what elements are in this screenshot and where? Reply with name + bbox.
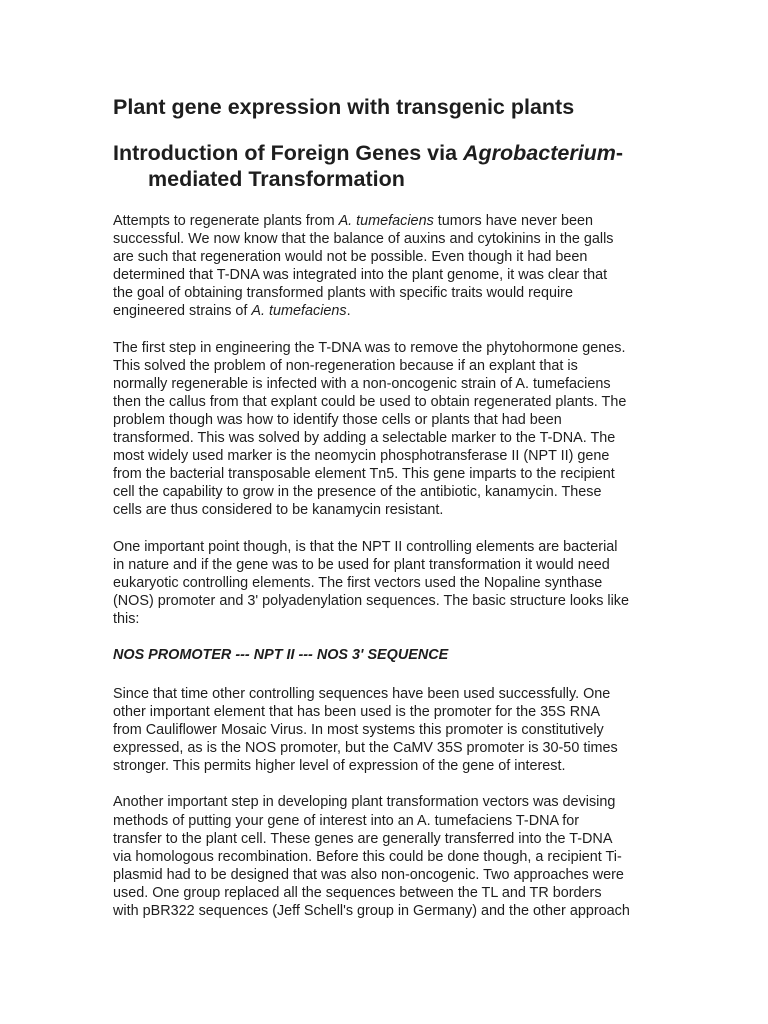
paragraph-line: other important element that has been used is the promoter for the 35S RNA bbox=[113, 704, 601, 721]
text-run: Attempts to regenerate plants from bbox=[113, 213, 339, 229]
paragraph-line bbox=[113, 212, 661, 230]
gene-structure-diagram-text: NOS PROMOTER --- NPT II --- NOS 3' SEQUENCE bbox=[113, 646, 449, 663]
paragraph-line: transfer to the plant cell. These genes are generally transferred into the T-DNA bbox=[113, 830, 613, 847]
species-name: A. tumefaciens bbox=[338, 213, 434, 229]
species-name: A. tumefaciens bbox=[251, 303, 347, 320]
paragraph-1 bbox=[113, 212, 661, 321]
paragraph-line: cells are thus considered to be kanamycin resistant. bbox=[113, 502, 444, 519]
paragraph-line: transformed. This was solved by adding a selectable marker to the T-DNA. The bbox=[113, 430, 616, 447]
paragraph-line: problem though was how to identify those cells or plants that had been bbox=[113, 411, 562, 428]
paragraph-line: eukaryotic controlling elements. The first vectors used the Nopaline synthase bbox=[113, 574, 603, 591]
paragraph-line: successful. We now know that the balance of auxins and cytokinins in the galls bbox=[113, 231, 614, 248]
paragraph-line: the goal of obtaining transformed plants with specific traits would require bbox=[113, 285, 573, 302]
paragraph-line bbox=[113, 302, 661, 320]
text-run: tumors have never been bbox=[433, 213, 593, 229]
paragraph-line: normally regenerable is infected with a non-oncogenic strain of A. tumefaciens bbox=[113, 375, 611, 392]
paragraph-line: this: bbox=[113, 610, 140, 627]
section-heading-italic: Agrobacterium bbox=[463, 141, 616, 165]
section-heading-line-2: mediated Transformation bbox=[148, 167, 405, 191]
paragraph-line: determined that T-DNA was integrated into the plant genome, it was clear that bbox=[113, 267, 608, 284]
section-heading-prefix: Introduction of Foreign Genes via bbox=[113, 141, 463, 165]
paragraph-line: The first step in engineering the T-DNA was to remove the phytohormone genes. bbox=[113, 339, 626, 356]
paragraph-line: plasmid had to be designed that was also non-oncogenic. Two approaches were bbox=[113, 866, 624, 883]
document-title: Plant gene expression with transgenic plants bbox=[113, 95, 575, 119]
paragraph-line: This solved the problem of non-regeneration because if an explant that is bbox=[113, 357, 578, 374]
paragraph-2 bbox=[113, 339, 661, 520]
paragraph-line: stronger. This permits higher level of expression of the gene of interest. bbox=[113, 758, 566, 775]
paragraph-line: then the callus from that explant could be used to obtain regenerated plants. The bbox=[113, 393, 627, 410]
text-run: engineered strains of bbox=[113, 303, 252, 320]
paragraph-line: from Cauliflower Mosaic Virus. In most systems this promoter is constitutively bbox=[113, 722, 604, 739]
paragraph-line: (NOS) promoter and 3' polyadenylation sequences. The basic structure looks like bbox=[113, 592, 630, 609]
paragraph-line: via homologous recombination. Before this could be done though, a recipient Ti- bbox=[113, 848, 622, 865]
paragraph-line: expressed, as is the NOS promoter, but the CaMV 35S promoter is 30-50 times bbox=[113, 740, 618, 757]
text-run: . bbox=[346, 303, 351, 320]
paragraph-3 bbox=[113, 538, 661, 628]
paragraph-line: Another important step in developing plant transformation vectors was devising bbox=[113, 794, 616, 811]
paragraph-line: One important point though, is that the NPT II controlling elements are bacterial bbox=[113, 538, 618, 555]
paragraph-line: are such that regeneration would not be possible. Even though it had been bbox=[113, 249, 588, 266]
paragraph-line: methods of putting your gene of interest into an A. tumefaciens T-DNA for bbox=[113, 812, 580, 829]
paragraph-line: used. One group replaced all the sequences between the TL and TR borders bbox=[113, 884, 602, 901]
document-page bbox=[113, 94, 661, 938]
paragraph-5 bbox=[113, 793, 661, 920]
section-heading bbox=[113, 140, 661, 192]
paragraph-4 bbox=[113, 685, 661, 775]
paragraph-line: cell the capability to grow in the presence of the antibiotic, kanamycin. These bbox=[113, 484, 602, 501]
section-heading-suffix: - bbox=[615, 141, 624, 165]
paragraph-line: Since that time other controlling sequences have been used successfully. One bbox=[113, 685, 611, 702]
paragraph-line: with pBR322 sequences (Jeff Schell's group in Germany) and the other approach bbox=[113, 903, 630, 919]
paragraph-line: in nature and if the gene was to be used for plant transformation it would need bbox=[113, 556, 610, 573]
section-heading-line-1 bbox=[113, 140, 661, 166]
paragraph-line: from the bacterial transposable element Tn5. This gene imparts to the recipient bbox=[113, 466, 615, 483]
paragraph-line: most widely used marker is the neomycin phosphotransferase II (NPT II) gene bbox=[113, 448, 610, 465]
